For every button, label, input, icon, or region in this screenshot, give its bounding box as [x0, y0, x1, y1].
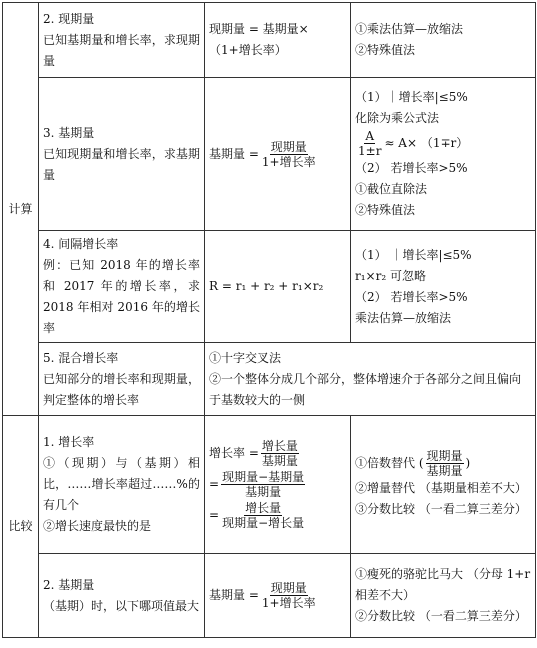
item-cell — [39, 343, 205, 416]
fraction — [261, 581, 317, 610]
method-line: （2） 若增长率>5% — [355, 161, 468, 175]
formula-cell — [205, 78, 351, 231]
table-row — [3, 343, 536, 416]
method-line: （2） 若增长率>5% — [355, 289, 468, 304]
formula-cell — [205, 231, 351, 343]
formula-text: 基期量 = — [209, 146, 259, 161]
fraction-denominator: 基期量 — [426, 464, 463, 478]
method-cell — [351, 231, 536, 343]
method-line: r₁×r₂ 可忽略 — [355, 268, 426, 283]
fraction-numerator: 现期量−基期量 — [222, 470, 305, 484]
method-line: ②特殊值法 — [355, 43, 416, 57]
table-row — [3, 3, 536, 78]
method-line: ①十字交叉法 — [209, 350, 282, 365]
fraction-numerator: A — [365, 129, 375, 143]
method-line: ①截位直除法 — [355, 182, 428, 196]
fraction-denominator: 现期量−增长量 — [222, 516, 305, 530]
table-row — [3, 78, 536, 231]
fraction-denominator: 1+增长率 — [261, 154, 316, 169]
item-cell — [39, 554, 205, 638]
category-compare — [3, 416, 39, 638]
formula-text: = — [209, 477, 220, 491]
fraction-numerator: 现期量 — [270, 139, 307, 154]
formula-text: 增长率 = — [209, 446, 259, 460]
formula-text: R = r₁ + r₂ + r₁×r₂ — [209, 279, 324, 293]
fraction — [426, 449, 464, 478]
method-line: 乘法估算—放缩法 — [355, 310, 452, 325]
method-cell: ①倍数替代 ( $\frac{\text{现期量}}{\text{基期量}}$ ) ②增量替代 （基期量相差不大） ③分数比较 （一看二算三差分） — [351, 416, 536, 554]
fraction — [221, 470, 305, 499]
item-title: 5. 混合增长率 — [43, 350, 119, 365]
item-cell — [39, 416, 205, 554]
item-title: 4. 间隔增长率 — [43, 237, 119, 251]
item-desc: （基期）时，以下哪项值最大 — [43, 598, 200, 613]
item-desc: 已知现期量和增长率，求基期量 — [43, 146, 200, 182]
formula-cell — [205, 416, 351, 554]
table-row — [3, 416, 536, 554]
formula-cell — [205, 3, 351, 78]
item-title: 2. 基期量 — [43, 577, 95, 592]
fraction — [357, 129, 382, 158]
item-desc: 已知部分的增长率和现期量，判定整体的增长率 — [43, 371, 200, 407]
method-line: （1）｜增长率|≤5% — [355, 90, 468, 104]
method-line: ②分数比较 （一看二算三差分） — [355, 609, 527, 623]
item-cell — [39, 3, 205, 78]
fraction-numerator: 增长量 — [261, 439, 298, 453]
method-cell — [351, 554, 536, 638]
formula-text: 基期量 = — [209, 588, 259, 602]
fraction-denominator: 基期量 — [261, 454, 298, 468]
category-calc — [3, 3, 39, 416]
item-desc: 例：已知 2018 年的增长率和 2017 年的增长率，求 2018 年相对 2016 年的增长率 — [43, 258, 200, 335]
fraction-denominator: 1+增长率 — [261, 596, 316, 610]
formula-text: = — [209, 508, 220, 522]
fraction-numerator: 现期量 — [270, 581, 307, 595]
growth-rate-table — [2, 2, 536, 638]
table-row — [3, 231, 536, 343]
method-line: ①乘法估算—放缩法 — [355, 22, 464, 36]
fraction-numerator: 现期量 — [426, 449, 463, 463]
item-desc: ①（现期）与（基期）相比，……增长率超过……%的有几个 — [43, 456, 200, 512]
method-line: ③分数比较 （一看二算三差分） — [355, 502, 527, 516]
item-desc: 已知基期量和增长率，求现期量 — [43, 32, 200, 68]
method-cell — [351, 78, 536, 231]
category-label: 比较 — [8, 519, 33, 533]
item-desc: ②增长速度最快的是 — [43, 519, 152, 533]
item-title: 2. 现期量 — [43, 11, 95, 26]
formula-cell — [205, 554, 351, 638]
fraction-denominator: 基期量 — [245, 485, 282, 499]
method-line: ②特殊值法 — [355, 203, 416, 217]
fraction — [261, 140, 317, 169]
method-line: ①倍数替代 — [355, 456, 416, 470]
fraction — [261, 439, 299, 468]
fraction-numerator: 增长量 — [245, 501, 282, 515]
item-cell — [39, 231, 205, 343]
method-line: ①瘦死的骆驼比马大 （分母 1+r 相差不大） — [355, 567, 531, 602]
method-line: ②增量替代 （基期量相差不大） — [355, 481, 527, 495]
item-cell — [39, 78, 205, 231]
method-line: ②一个整体分成几个部分，整体增速介于各部分之间且偏向于基数较大的一侧 — [209, 371, 522, 407]
table-row — [3, 554, 536, 638]
item-title: 1. 增长率 — [43, 435, 95, 449]
formula-text: 现期量 = 基期量× （1+增长率） — [209, 22, 309, 57]
item-title: 3. 基期量 — [43, 125, 95, 140]
fraction — [221, 501, 305, 530]
method-line: 化除为乘公式法 — [355, 111, 440, 125]
method-line: ≈ A× （1∓r） — [384, 136, 469, 150]
method-cell — [205, 343, 536, 416]
category-label: 计算 — [8, 201, 33, 216]
method-cell — [351, 3, 536, 78]
fraction-denominator: 1±r — [358, 144, 382, 158]
method-line: （1） ｜增长率|≤5% — [355, 247, 472, 262]
